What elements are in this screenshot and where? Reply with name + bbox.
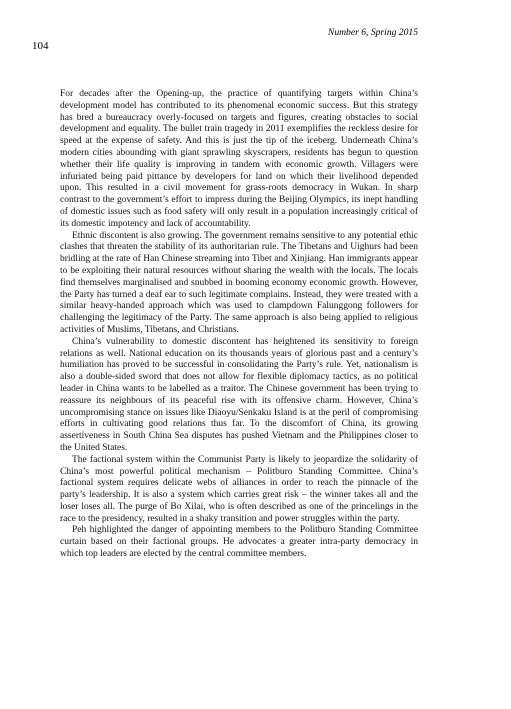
paragraph-development-model: For decades after the Opening-up, the practice of quantifying targets within China’s development model has contributed to its phenomenal economic success. But this strategy has bred a bureaucracy overly-focused on targets and figures, creating obstacles to social development and equality. The bullet train tragedy in 2011 exemplifies the reckless desire for speed at the expense of safety. And this is just the tip of the iceberg. Underneath China’s modern cities abounding with giant sprawling skyscrapers, residents has begun to question whether their life quality is improving in tandem with economic growth. Villagers were infuriated being paid pittance by developers for land on which their livelihood depended upon. This resulted in a civil movement for grass-roots democracy in Wukan. In sharp contrast to the government’s effort to impress during the Beijing Olympics, its inept handling of domestic issues such as food safety will only result in a population increasingly critical of its domestic impotency and lack of accountability. <box>60 89 418 229</box>
paragraph-factional-system: The factional system within the Communist Party is likely to jeopardize the solidarity of China’s most powerful political mechanism – Politburo Standing Committee. China’s factional system requires delicate webs of alliances in order to reach the pinnacle of the party’s leadership. It is also a system which carries great risk – the winner takes all and the loser loses all. The purge of Bo Xilai, who is often described as one of the princelings in the race to the presidency, resulted in a shaky transition and power struggles within the party. <box>60 454 418 524</box>
paragraph-intra-party-democracy: Peh highlighted the danger of appointing members to the Politburo Standing Committee curtain based on their factional groups. He advocates a greater intra-party democracy in which top leaders are elected by the central committee members. <box>60 525 418 560</box>
paragraph-ethnic-discontent: Ethnic discontent is also growing. The government remains sensitive to any potential ethic clashes that threaten the stability of its authoritarian rule. The Tibetans and Uighurs had been bridling at the rate of Han Chinese streaming into Tibet and Xinjiang. Han immigrants appear to be exploiting their natural resources without sharing the wealth with the locals. The locals find themselves marginalised and snubbed in booming economy economic growth. However, the Party has turned a deaf ear to such legitimate complains. Instead, they were treated with a similar heavy-handed approach which was used to clampdown Falunggong followers for challenging the legitimacy of the Party. The same approach is also being applied to religious activities of Muslims, Tibetans, and Christians. <box>60 230 418 335</box>
running-head: Number 6, Spring 2015 <box>327 27 418 38</box>
paragraph-foreign-relations: China’s vulnerability to domestic discontent has heightened its sensitivity to foreign relations as well. National education on its thousands years of glorious past and a century’s humiliation has proved to be successful in consolidating the Party’s rule. Yet, nationalism is also a double-sided sword that does not allow for flexible diplomacy tactics, as no political leader in China wants to be labelled as a traitor. The Chinese government has been trying to reassure its neighbours of its peaceful rise with its offensive charm. However, China’s uncompromising stance on issues like Diaoyu/Senkaku Island is at the peril of compromising efforts in cultivating good relations thus far. To the discomfort of China, its growing assertiveness in South China Sea disputes has pushed Vietnam and the Philippines closer to the United States. <box>60 336 418 453</box>
page-number: 104 <box>32 40 49 52</box>
body-text <box>60 89 418 561</box>
